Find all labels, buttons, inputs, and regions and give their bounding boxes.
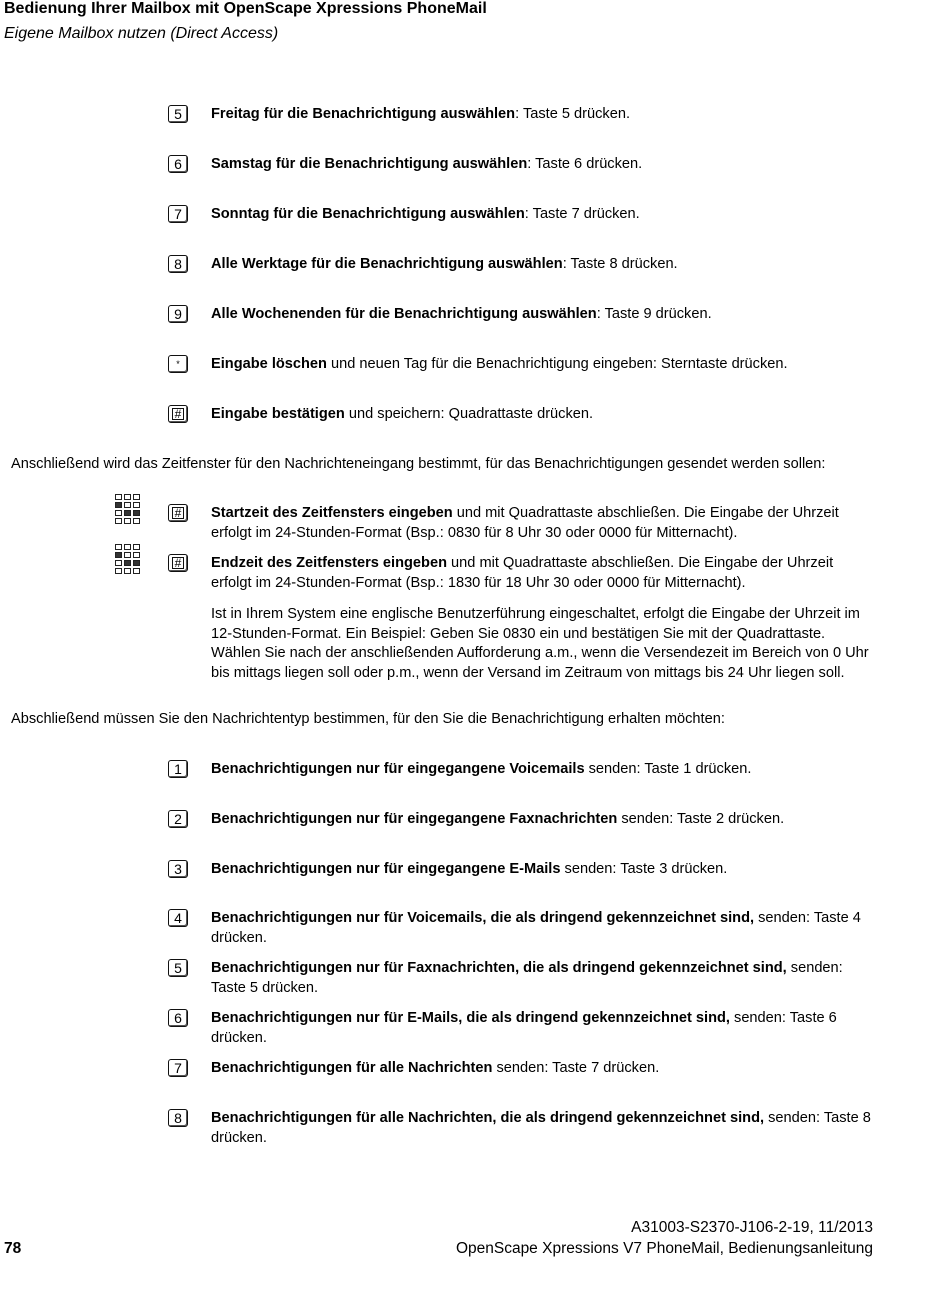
key-6-icon: 6 [168,1009,188,1027]
footer-doc-id: A31003-S2370-J106-2-19, 11/2013 [631,1219,873,1236]
key-hash-icon: # [168,554,188,572]
footer-doc-title: OpenScape Xpressions V7 PhoneMail, Bedienungsanleitung [455,1240,873,1257]
page-header-subtitle: Eigene Mailbox nutzen (Direct Access) [4,25,279,42]
step-text: senden: Taste 7 drücken. [492,1060,660,1076]
key-1-icon: 1 [168,760,188,778]
footer-page-number: 78 [4,1240,22,1257]
step-bold-text: Eingabe löschen [211,356,327,372]
step-bold-text: Alle Werktage für die Benachrichtigung auswählen [211,256,563,272]
step-text: : Taste 8 drücken. [562,256,678,272]
step-bold-text: Benachrichtigungen für alle Nachrichten, die als dringend gekennzeichnet sind, [211,1110,765,1126]
key-3-icon: 3 [168,860,188,878]
step-text: senden: Taste 2 drücken. [617,811,785,827]
page-header-title: Bedienung Ihrer Mailbox mit OpenScape Xpressions PhoneMail [4,0,487,17]
step-bold-text: Sonntag für die Benachrichtigung auswählen [211,206,525,222]
step-text: senden: Taste 3 drücken. [560,861,728,877]
key-6-icon: 6 [168,155,188,173]
step-text: : Taste 6 drücken. [527,156,643,172]
key-8-icon: 8 [168,1109,188,1127]
step-bold-text: Samstag für die Benachrichtigung auswählen [211,156,528,172]
step-text: senden: Taste 4 drücken. [211,910,861,946]
key-4-icon: 4 [168,909,188,927]
english-ui-note: Ist in Ihrem System eine englische Benutzerführung eingeschaltet, erfolgt die Eingabe der Uhrzeit im 12-Stunden-Format. Ein Beispiel: Geben Sie 0830 ein und bestätigen Sie mit der Quadrattaste. Wählen Sie nach der anschließenden Aufforderung a.m., wenn die Versendezeit im Bereich von 0 Uhr bis mittags liegen soll oder p.m., wenn der Versand im Zeitraum von mittags bis 24 Uhr liegen soll. [211,606,869,681]
keypad-icon [115,494,141,524]
step-bold-text: Benachrichtigungen nur für eingegangene E-Mails [211,861,561,877]
key-5-icon: 5 [168,959,188,977]
key-9-icon: 9 [168,305,188,323]
step-bold-text: Alle Wochenenden für die Benachrichtigung auswählen [211,306,597,322]
step-text: und mit Quadrattaste abschließen. Die Eingabe der Uhrzeit erfolgt im 24-Stunden-Format (Bsp.: 0830 für 8 Uhr 30 oder 0000 für Mitternacht). [211,505,839,541]
key-5-icon: 5 [168,105,188,123]
step-text: senden: Taste 6 drücken. [211,1010,837,1046]
step-text: : Taste 5 drücken. [515,106,631,122]
step-bold-text: Benachrichtigungen nur für E-Mails, die als dringend gekennzeichnet sind, [211,1010,730,1026]
key-7-icon: 7 [168,1059,188,1077]
keypad-icon [115,544,141,574]
key-hash-icon: # [168,504,188,522]
key-star-icon: * [168,355,188,373]
step-text: senden: Taste 5 drücken. [211,960,843,996]
step-text: : Taste 7 drücken. [524,206,640,222]
step-bold-text: Freitag für die Benachrichtigung auswählen [211,106,516,122]
step-text: und neuen Tag für die Benachrichtigung eingeben: Sterntaste drücken. [326,356,788,372]
step-text: senden: Taste 1 drücken. [584,761,752,777]
key-7-icon: 7 [168,205,188,223]
step-bold-text: Endzeit des Zeitfensters eingeben [211,555,447,571]
step-text: und mit Quadrattaste abschließen. Die Eingabe der Uhrzeit erfolgt im 24-Stunden-Format (Bsp.: 1830 für 18 Uhr 30 oder 0000 für Mitternacht). [211,555,834,591]
step-text: senden: Taste 8 drücken. [211,1110,871,1146]
step-bold-text: Eingabe bestätigen [211,406,345,422]
intro-message-type: Abschließend müssen Sie den Nachrichtentyp bestimmen, für den Sie die Benachrichtigung erhalten möchten: [11,711,725,727]
step-bold-text: Benachrichtigungen nur für eingegangene Faxnachrichten [211,811,618,827]
intro-time-window: Anschließend wird das Zeitfenster für den Nachrichteneingang bestimmt, für das Benachrichtigungen gesendet werden sollen: [11,456,826,472]
step-bold-text: Benachrichtigungen nur für Faxnachrichten, die als dringend gekennzeichnet sind, [211,960,787,976]
step-bold-text: Benachrichtigungen nur für Voicemails, die als dringend gekennzeichnet sind, [211,910,755,926]
step-bold-text: Benachrichtigungen nur für eingegangene Voicemails [211,761,585,777]
key-hash-icon: # [168,405,188,423]
step-bold-text: Benachrichtigungen für alle Nachrichten [211,1060,493,1076]
key-8-icon: 8 [168,255,188,273]
step-text: und speichern: Quadrattaste drücken. [344,406,594,422]
step-bold-text: Startzeit des Zeitfensters eingeben [211,505,453,521]
key-2-icon: 2 [168,810,188,828]
step-text: : Taste 9 drücken. [596,306,712,322]
